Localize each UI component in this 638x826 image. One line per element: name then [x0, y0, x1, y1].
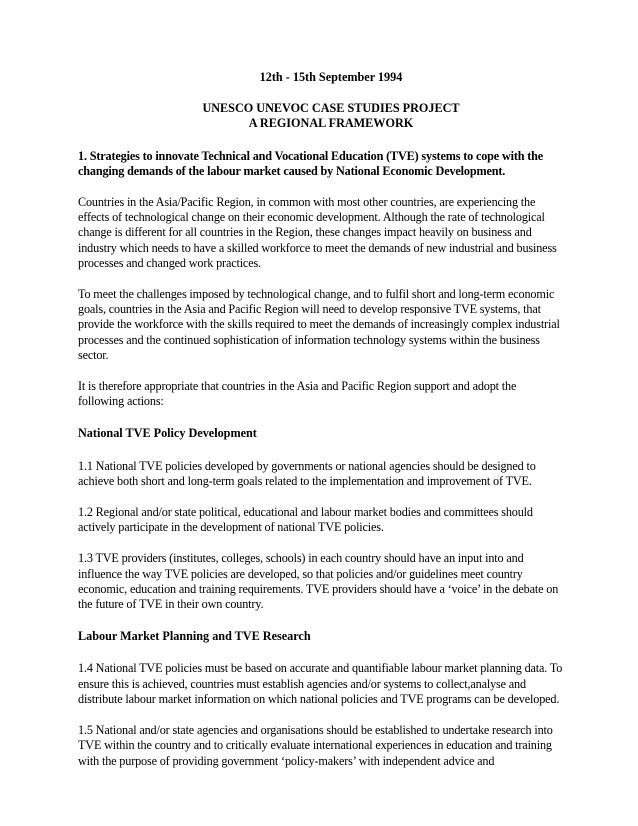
- section-1-paragraph-2: To meet the challenges imposed by technological change, and to fulfil short and long-term economic goals, countries in the Asia and Pacific Region will need to develop responsive TVE systems, that provide the workforce with the skills required to meet the demands of increasingly complex industrial processes and the continued sophistication of information technology systems within the business sector.: [78, 287, 560, 362]
- section-1-paragraph-3: It is therefore appropriate that countries in the Asia and Pacific Region support and adopt the following actions:: [78, 379, 517, 409]
- document-page: [78, 70, 564, 769]
- section-1-paragraph-1: Countries in the Asia/Pacific Region, in common with most other countries, are experiencing the effects of technological change on their economic development. Although the rate of technological change is different for all countries in the Region, these changes impact heavily on business and industry which needs to have a skilled workforce to meet the demands of new industrial and business processes and changed work practices.: [78, 195, 557, 270]
- policy-heading: National TVE Policy Development: [78, 426, 257, 441]
- item-1-1: 1.1 National TVE policies developed by governments or national agencies should be designed to achieve both short and long-term goals related to the implementation and improvement of TVE.: [78, 458, 536, 488]
- item-1-5: 1.5 National and/or state agencies and organisations should be established to undertake research into TVE within the country and to critically evaluate international experiences in education and training with the purpose of providing government ‘policy-makers’ with independent advice and: [78, 723, 553, 768]
- item-1-2: 1.2 Regional and/or state political, educational and labour market bodies and committees should actively participate in the development of national TVE policies.: [78, 505, 533, 535]
- framework-title: A REGIONAL FRAMEWORK: [248, 116, 414, 131]
- section-1-heading: 1. Strategies to innovate Technical and Vocational Education (TVE) systems to cope with the changing demands of the labour market caused by National Economic Development.: [78, 148, 544, 178]
- item-1-4: 1.4 National TVE policies must be based on accurate and quantifiable labour market planning data. To ensure this is achieved, countries must establish agencies and/or systems to collect,analyse and distribute labour market information on which national policies and TVE programs can be developed.: [78, 661, 563, 706]
- item-1-3: 1.3 TVE providers (institutes, colleges, schools) in each country should have an input into and influence the way TVE policies are developed, so that policies and/or guidelines meet country economic, education and training requirements. TVE providers should have a ‘voice’ in the debate on the future of TVE in their own country.: [78, 551, 559, 612]
- document-date: 12th - 15th September 1994: [259, 70, 403, 84]
- labour-heading: Labour Market Planning and TVE Research: [78, 629, 311, 644]
- project-title: UNESCO UNEVOC CASE STUDIES PROJECT: [202, 101, 460, 116]
